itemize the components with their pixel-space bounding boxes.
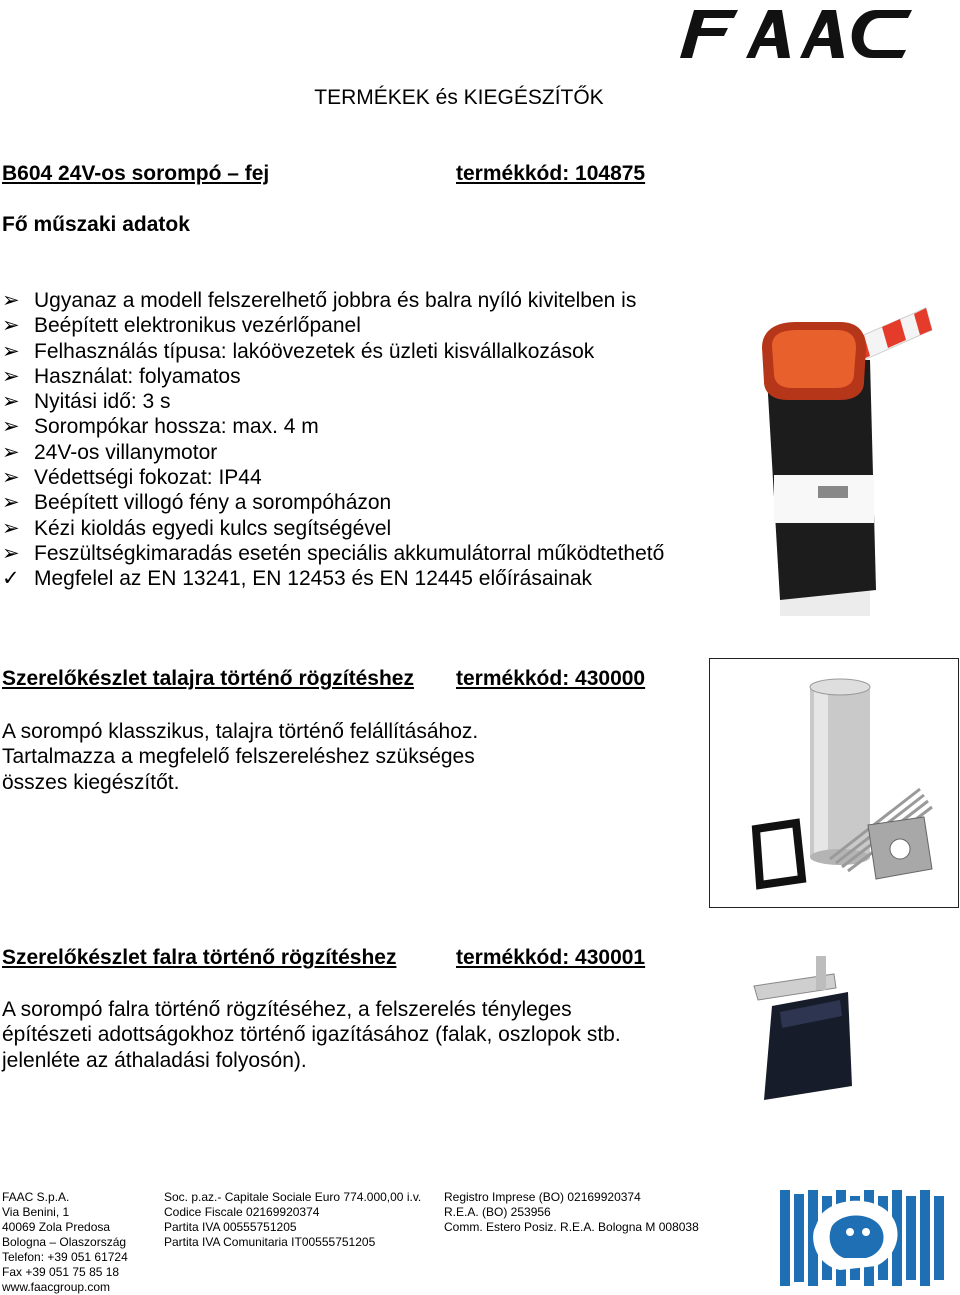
spec-text: Ugyanaz a modell felszerelhető jobbra és balra nyíló kivitelben is <box>34 289 637 312</box>
spec-item <box>2 414 664 439</box>
arrow-bullet-icon: ➢ <box>2 491 20 515</box>
floor-kit-line: A sorompó klasszikus, talajra történő felállításához. <box>2 720 479 743</box>
wall-kit-line: A sorompó falra történő rögzítéséhez, a felszerelés tényleges <box>2 998 572 1021</box>
footer-line: Partita IVA 00555751205 <box>164 1220 297 1234</box>
floor-kit-image-frame <box>709 658 959 908</box>
spec-text: Feszültségkimaradás esetén speciális akkumulátorral működtethető <box>34 541 665 565</box>
floor-kit-code: termékkód: 430000 <box>456 667 646 690</box>
footer-capital <box>164 1190 421 1250</box>
spec-list <box>2 288 664 592</box>
spec-text: 24V-os villanymotor <box>34 440 218 464</box>
check-icon: ✓ <box>2 567 20 591</box>
footer-registry <box>444 1190 699 1235</box>
spec-text: Sorompókar hossza: max. 4 m <box>34 415 319 439</box>
footer-line: Partita IVA Comunitaria IT00555751205 <box>164 1235 376 1249</box>
arrow-bullet-icon: ➢ <box>2 541 20 565</box>
spec-item <box>2 389 664 414</box>
spec-item <box>2 313 664 338</box>
wall-kit-line: jelenléte az áthaladási folyosón). <box>2 1048 307 1072</box>
footer-line: Via Benini, 1 <box>2 1205 70 1219</box>
footer-line: FAAC S.p.A. <box>2 1190 70 1204</box>
wall-kit-line: építészeti adottságokhoz történő igazításához (falak, oszlopok stb. <box>2 1023 621 1047</box>
wall-kit-code: termékkód: 430001 <box>456 946 646 969</box>
document-title: TERMÉKEK és KIEGÉSZÍTŐK <box>314 86 604 109</box>
spec-item <box>2 440 664 465</box>
spec-text: Kézi kioldás egyedi kulcs segítségével <box>34 516 392 540</box>
spec-item <box>2 339 664 364</box>
spec-text: Nyitási idő: 3 s <box>34 390 171 414</box>
faac-logo <box>676 6 916 62</box>
footer-website-link[interactable]: www.faacgroup.com <box>2 1280 111 1294</box>
arrow-bullet-icon: ➢ <box>2 466 20 490</box>
floor-kit-image <box>710 659 958 907</box>
spec-text: Beépített villogó fény a sorompóházon <box>34 491 392 515</box>
footer-line: Codice Fiscale 02169920374 <box>164 1205 320 1219</box>
arrow-bullet-icon: ➢ <box>2 440 20 464</box>
footer-line: 40069 Zola Predosa <box>2 1220 111 1234</box>
footer-line: Fax +39 051 75 85 18 <box>2 1265 120 1279</box>
wall-kit-image <box>724 946 864 1106</box>
spec-item <box>2 465 664 490</box>
floor-kit-description <box>2 719 478 795</box>
wall-kit-description <box>2 997 621 1073</box>
spec-item <box>2 516 664 541</box>
arrow-bullet-icon: ➢ <box>2 516 20 540</box>
floor-kit-name: Szerelőkészlet talajra történő rögzítéshez <box>2 667 414 690</box>
spec-item <box>2 288 664 313</box>
barrier-head-image <box>736 290 948 616</box>
spec-text: Beépített elektronikus vezérlőpanel <box>34 314 361 338</box>
footer-line: Comm. Estero Posiz. R.E.A. Bologna M 008038 <box>444 1220 699 1234</box>
spec-item <box>2 566 664 591</box>
arrow-bullet-icon: ➢ <box>2 339 20 363</box>
wall-kit-name: Szerelőkészlet falra történő rögzítéshez <box>2 946 397 969</box>
spec-text: Védettségi fokozat: IP44 <box>34 466 262 490</box>
product-code: termékkód: 104875 <box>456 162 646 185</box>
spec-item <box>2 541 664 566</box>
footer-line: R.E.A. (BO) 253956 <box>444 1205 551 1219</box>
footer-line: Telefon: +39 051 61724 <box>2 1250 128 1264</box>
floor-kit-line: összes kiegészítőt. <box>2 770 180 794</box>
footer-line: Bologna – Olaszország <box>2 1235 127 1249</box>
specs-heading: Fő műszaki adatok <box>2 213 190 236</box>
footer-line: Soc. p.az.- Capitale Sociale Euro 774.000,00 i.v. <box>164 1190 422 1204</box>
arrow-bullet-icon: ➢ <box>2 415 20 439</box>
spec-text: Használat: folyamatos <box>34 364 241 388</box>
floor-kit-line: Tartalmazza a megfelelő felszereléshez szükséges <box>2 745 475 769</box>
spec-item <box>2 490 664 515</box>
footer-line: Registro Imprese (BO) 02169920374 <box>444 1190 641 1204</box>
arrow-bullet-icon: ➢ <box>2 314 20 338</box>
spec-item <box>2 364 664 389</box>
footer-company <box>2 1190 128 1295</box>
lion-seal-logo <box>780 1186 944 1290</box>
arrow-bullet-icon: ➢ <box>2 364 20 388</box>
spec-text: Megfelel az EN 13241, EN 12453 és EN 12445 előírásainak <box>34 567 593 591</box>
product-name: B604 24V-os sorompó – fej <box>2 162 270 185</box>
arrow-bullet-icon: ➢ <box>2 289 20 312</box>
arrow-bullet-icon: ➢ <box>2 390 20 414</box>
spec-text: Felhasználás típusa: lakóövezetek és üzleti kisvállalkozások <box>34 339 595 363</box>
